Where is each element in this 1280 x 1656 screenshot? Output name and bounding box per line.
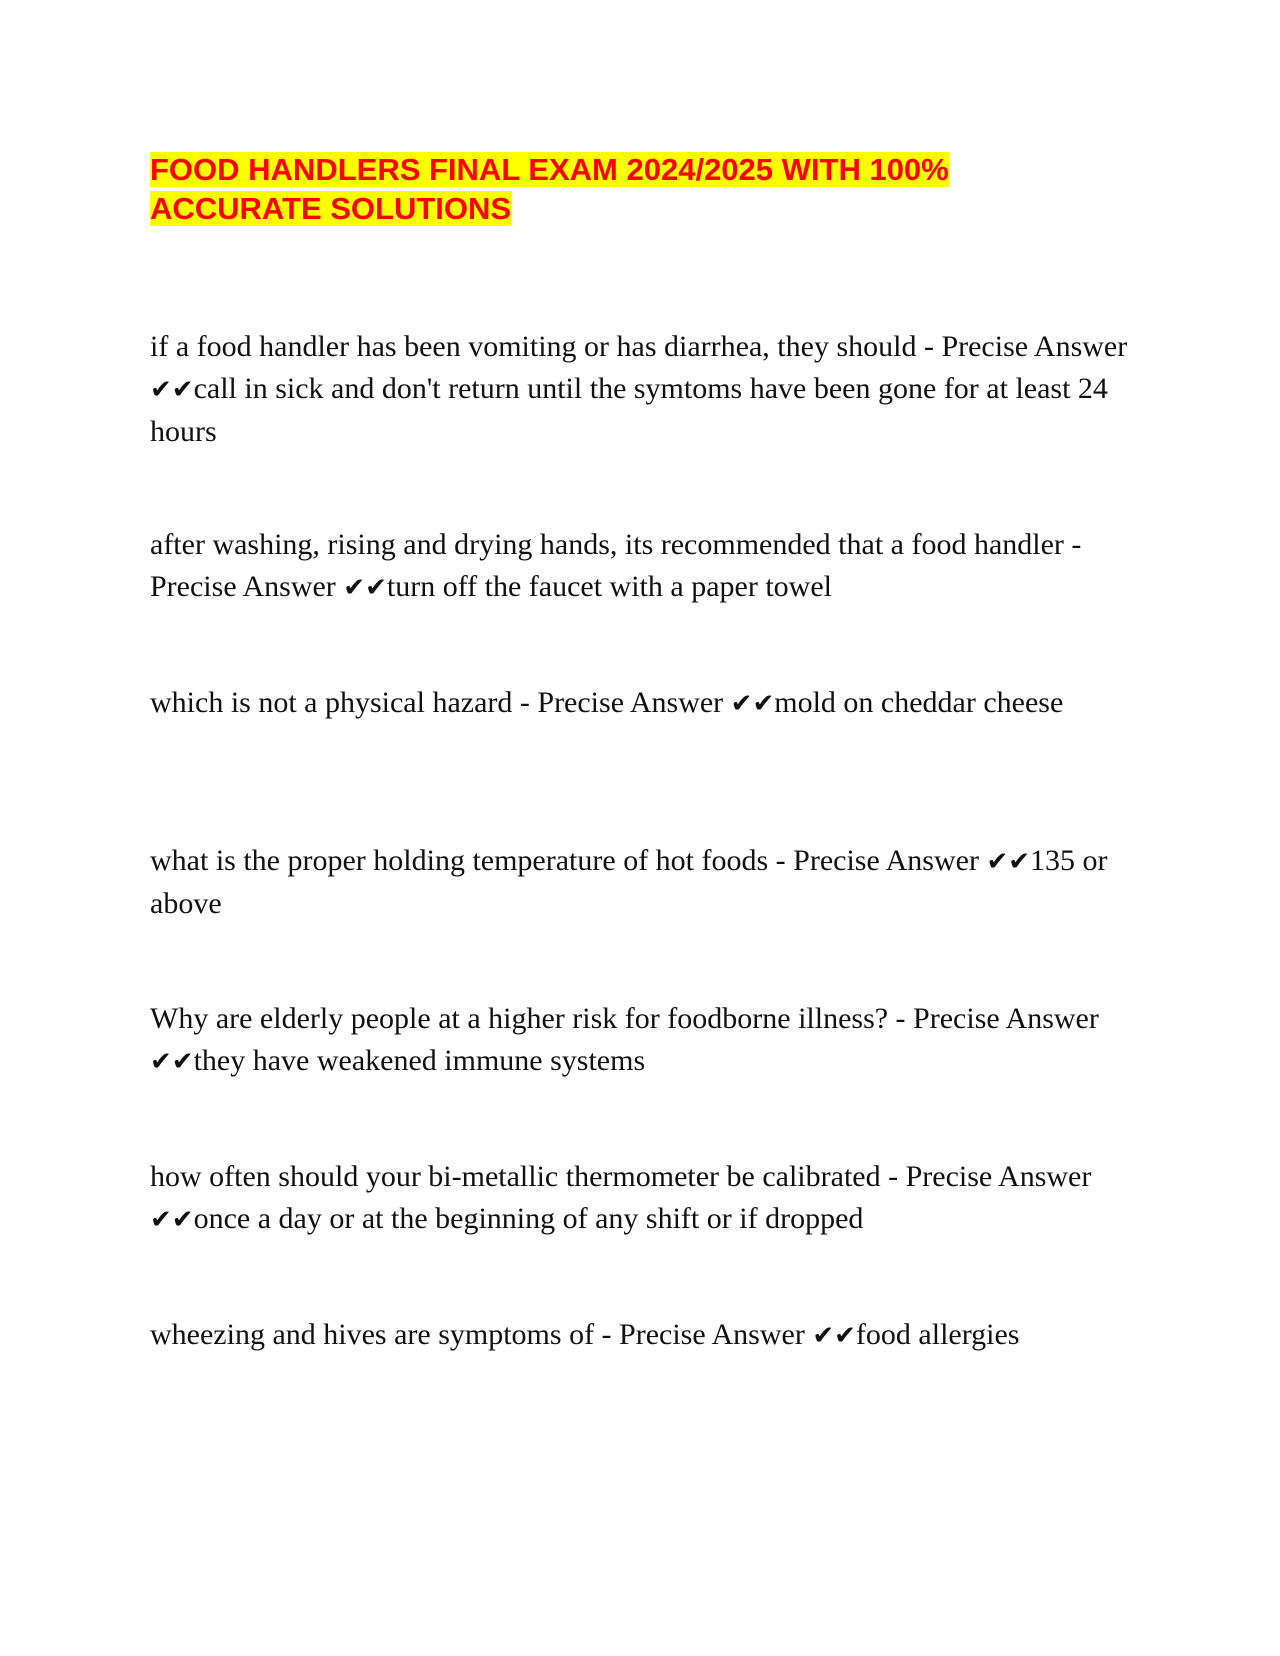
qa-item: [150, 840, 1130, 925]
answer-text: 135 or above: [150, 844, 1108, 920]
question-text: wheezing and hives are symptoms of - Precise Answer: [150, 1318, 813, 1351]
question-text: how often should your bi-metallic thermometer be calibrated - Precise Answer: [150, 1160, 1092, 1193]
question-text: if a food handler has been vomiting or has diarrhea, they should - Precise Answer: [150, 330, 1128, 363]
qa-item: [150, 1314, 1130, 1357]
qa-item: [150, 1156, 1130, 1241]
check-mark-icon: ✔✔: [343, 573, 387, 603]
check-mark-icon: ✔✔: [150, 1205, 194, 1235]
answer-text: mold on cheddar cheese: [774, 686, 1064, 719]
check-mark-icon: ✔✔: [812, 1321, 856, 1351]
check-mark-icon: ✔✔: [986, 847, 1031, 877]
qa-item: [150, 326, 1130, 453]
qa-item: [150, 524, 1130, 609]
title-line-2: ACCURATE SOLUTIONS: [150, 191, 512, 226]
title-line-1: FOOD HANDLERS FINAL EXAM 2024/2025 WITH 100%: [150, 152, 949, 187]
answer-text: turn off the faucet with a paper towel: [386, 570, 832, 603]
question-text: which is not a physical hazard - Precise Answer: [150, 686, 731, 719]
check-mark-icon: ✔✔: [150, 375, 194, 405]
answer-text: they have weakened immune systems: [193, 1044, 646, 1077]
question-text: after washing, rising and drying hands, its recommended that a food handler - Precise Answer: [150, 528, 1082, 603]
check-mark-icon: ✔✔: [730, 689, 775, 719]
question-text: Why are elderly people at a higher risk for foodborne illness? - Precise Answer: [150, 1002, 1099, 1035]
answer-text: once a day or at the beginning of any shift or if dropped: [193, 1202, 864, 1235]
answer-text: food allergies: [855, 1318, 1020, 1351]
document-title: [150, 150, 1110, 228]
check-mark-icon: ✔✔: [150, 1047, 194, 1077]
qa-item: [150, 682, 1130, 725]
question-text: what is the proper holding temperature of hot foods - Precise Answer: [150, 844, 987, 877]
answer-text: call in sick and don't return until the symtoms have been gone for at least 24 hours: [150, 372, 1108, 448]
qa-item: [150, 998, 1130, 1083]
